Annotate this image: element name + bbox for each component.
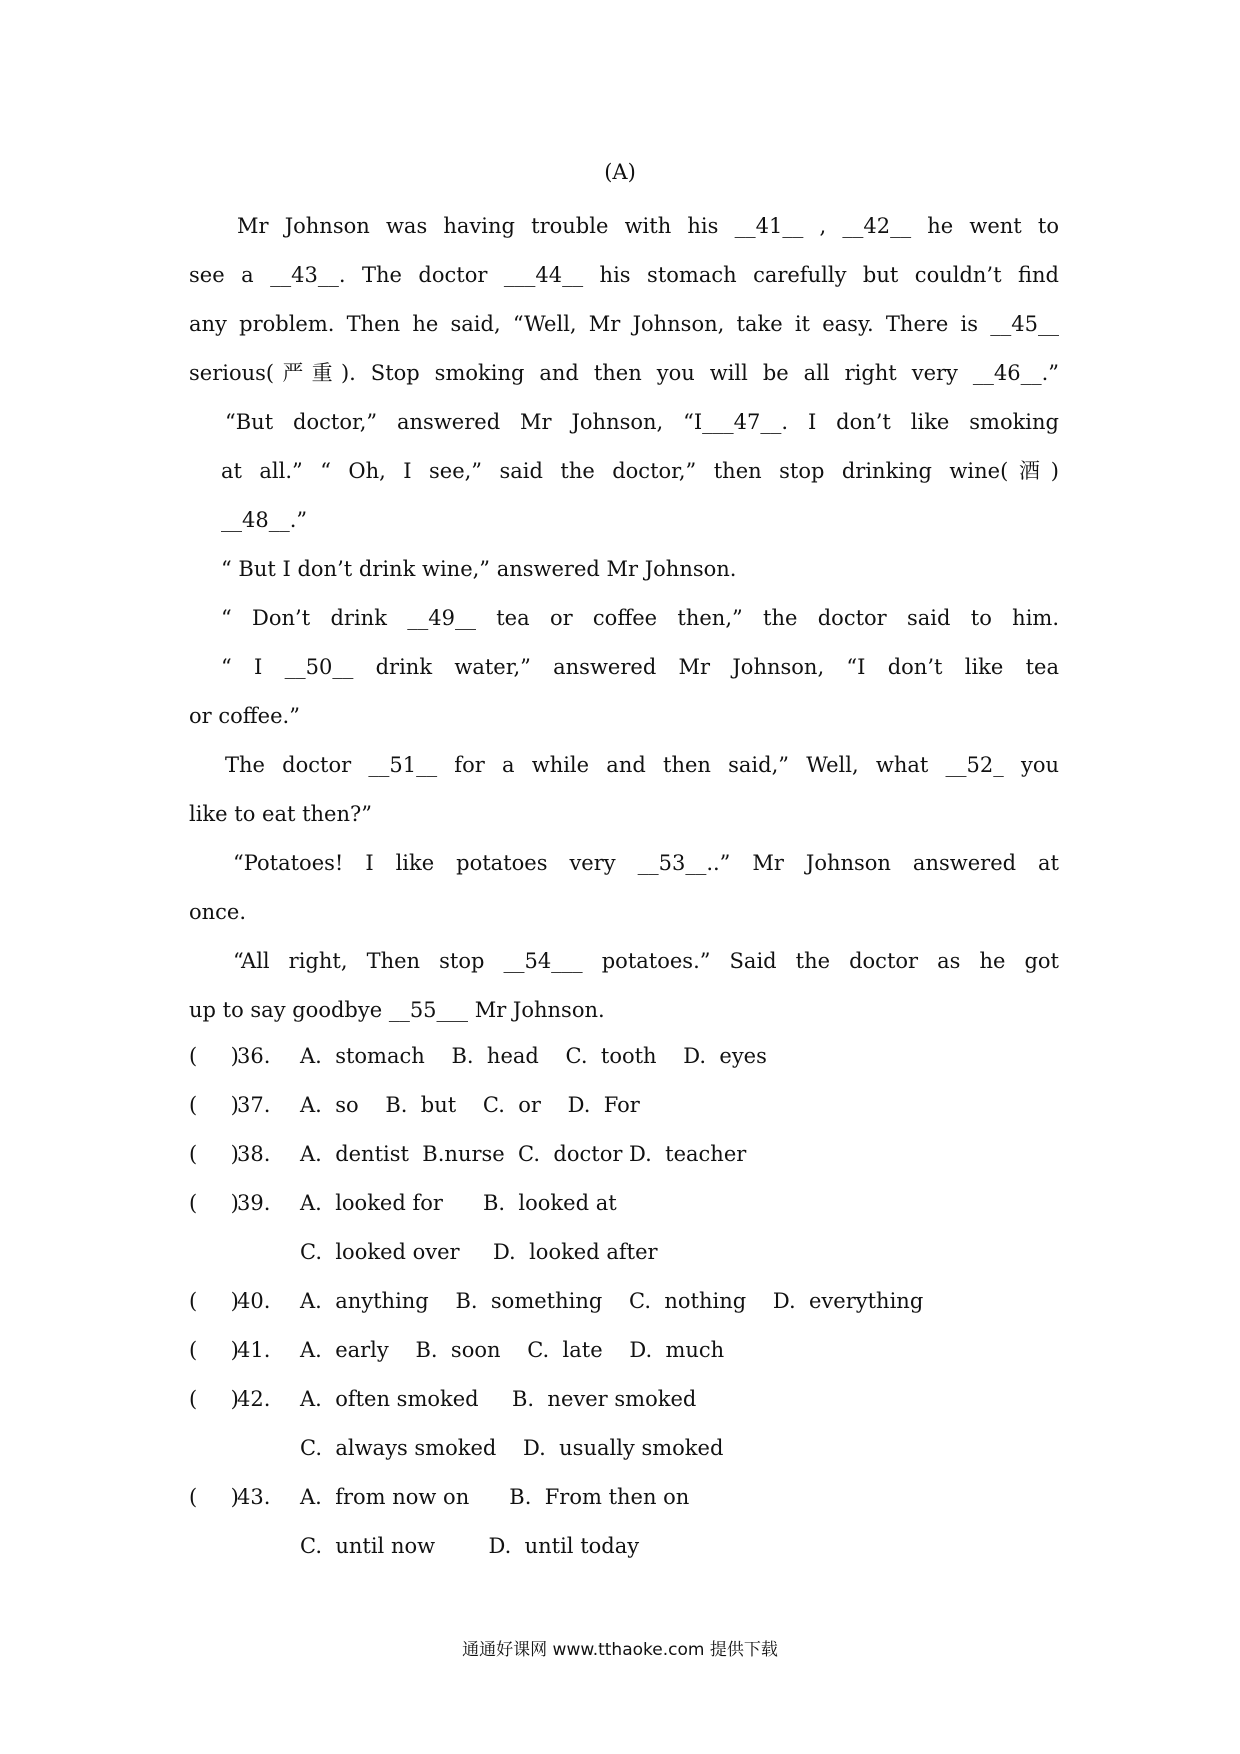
passage-line: “ But I don’t drink wine,” answered Mr Johnson. <box>221 557 737 581</box>
answer-bracket[interactable]: ( ) <box>189 1093 239 1117</box>
question-options: A. early B. soon C. late D. much <box>300 1338 725 1362</box>
passage-line: Mr Johnson was having trouble with his __41__ , __42__ he went to <box>237 214 1059 238</box>
question-row <box>189 1130 1059 1179</box>
answer-bracket[interactable]: ( ) <box>189 1387 239 1411</box>
passage-line: “Potatoes! I like potatoes very __53__..” Mr Johnson answered at <box>233 851 1059 875</box>
question-number: 40. <box>237 1289 271 1313</box>
passage-line: up to say goodbye __55___ Mr Johnson. <box>189 998 605 1022</box>
question-options: C. always smoked D. usually smoked <box>300 1436 724 1460</box>
question-options: A. from now on B. From then on <box>300 1485 690 1509</box>
question-number: 41. <box>237 1338 271 1362</box>
question-row <box>189 1375 1059 1424</box>
question-row <box>189 1473 1059 1522</box>
passage-line: __48__.” <box>221 508 308 532</box>
question-row <box>189 1032 1059 1081</box>
passage-line: like to eat then?” <box>189 802 372 826</box>
question-options: A. often smoked B. never smoked <box>300 1387 697 1411</box>
question-row <box>189 1179 1059 1228</box>
question-number: 42. <box>237 1387 271 1411</box>
passage-line: “ I __50__ drink water,” answered Mr Johnson, “I don’t like tea <box>221 655 1059 679</box>
multiple-choice-options <box>189 1032 1059 1571</box>
answer-bracket[interactable]: ( ) <box>189 1044 239 1068</box>
answer-bracket[interactable]: ( ) <box>189 1142 239 1166</box>
question-number: 37. <box>237 1093 271 1117</box>
question-row-continued <box>189 1522 1059 1571</box>
answer-bracket[interactable]: ( ) <box>189 1191 239 1215</box>
passage-line: “All right, Then stop __54___ potatoes.” Said the doctor as he got <box>233 949 1059 973</box>
answer-bracket[interactable]: ( ) <box>189 1338 239 1362</box>
footer-credit: 通通好课网 www.tthaoke.com 提供下载 <box>462 1640 778 1660</box>
question-options: A. anything B. something C. nothing D. everything <box>300 1289 924 1313</box>
question-options: C. looked over D. looked after <box>300 1240 658 1264</box>
passage-line: or coffee.” <box>189 704 300 728</box>
question-number: 36. <box>237 1044 271 1068</box>
passage-line: at all.” “ Oh, I see,” said the doctor,” then stop drinking wine(酒) <box>221 459 1059 483</box>
question-number: 43. <box>237 1485 271 1509</box>
question-options: A. so B. but C. or D. For <box>300 1093 640 1117</box>
question-row-continued <box>189 1228 1059 1277</box>
question-row <box>189 1081 1059 1130</box>
question-row <box>189 1326 1059 1375</box>
passage-line: once. <box>189 900 247 924</box>
section-title: (A) <box>604 160 636 184</box>
cloze-passage <box>189 202 1059 1035</box>
answer-bracket[interactable]: ( ) <box>189 1289 239 1313</box>
passage-line: “ Don’t drink __49__ tea or coffee then,” the doctor said to him. <box>221 606 1059 630</box>
question-number: 39. <box>237 1191 271 1215</box>
question-options: A. stomach B. head C. tooth D. eyes <box>300 1044 767 1068</box>
question-options: A. dentist B.nurse C. doctor D. teacher <box>300 1142 747 1166</box>
question-options: A. looked for B. looked at <box>300 1191 617 1215</box>
question-row <box>189 1277 1059 1326</box>
question-options: C. until now D. until today <box>300 1534 640 1558</box>
passage-line: The doctor __51__ for a while and then said,” Well, what __52_ you <box>225 753 1059 777</box>
passage-line: any problem. Then he said, “Well, Mr Johnson, take it easy. There is __45__ <box>189 312 1059 336</box>
question-number: 38. <box>237 1142 271 1166</box>
passage-line: see a __43__. The doctor ___44__ his stomach carefully but couldn’t find <box>189 263 1059 287</box>
passage-line: serious(严重). Stop smoking and then you will be all right very __46__.” <box>189 361 1059 385</box>
passage-line: “But doctor,” answered Mr Johnson, “I___47__. I don’t like smoking <box>225 410 1059 434</box>
question-row-continued <box>189 1424 1059 1473</box>
answer-bracket[interactable]: ( ) <box>189 1485 239 1509</box>
